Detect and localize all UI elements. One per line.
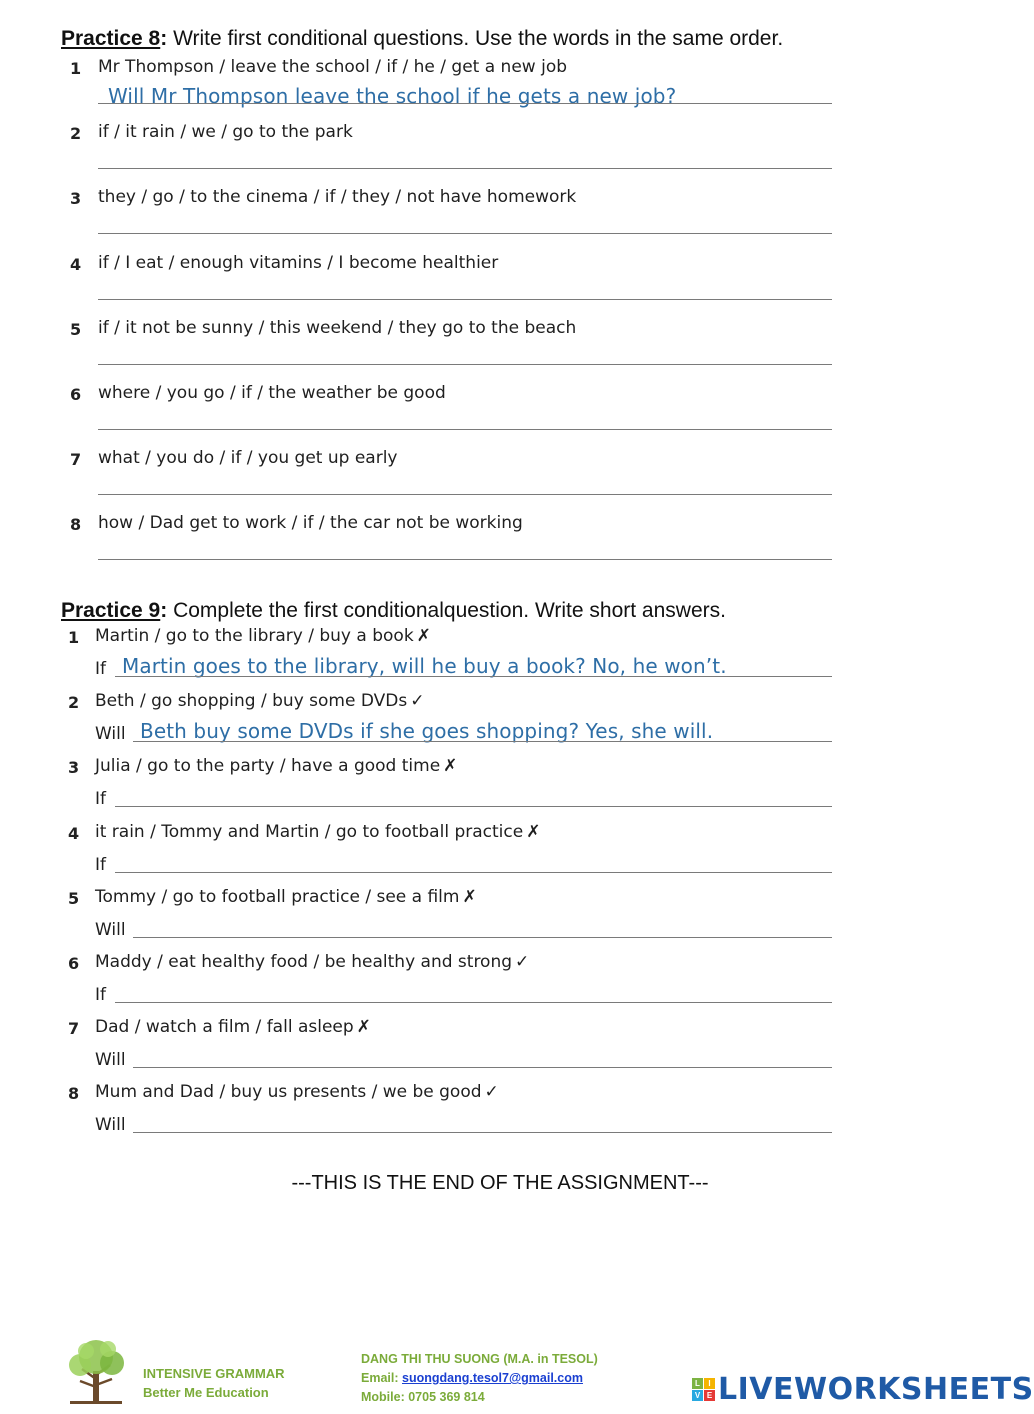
item-prompt: if / it rain / we / go to the park [98,122,353,143]
item-prompt-text: Dad / watch a film / fall asleep [95,1017,354,1038]
answer-stem: If [95,659,106,679]
answer-stem: If [95,789,106,810]
footer-email-label: Email: [361,1371,402,1385]
cross-mark-icon: ✗ [356,1017,371,1038]
practice8-heading [61,27,783,51]
cross-mark-icon: ✗ [443,756,458,777]
answer-line [133,1132,832,1133]
item-prompt: where / you go / if / the weather be good [98,383,446,403]
end-of-assignment-note: ---THIS IS THE END OF THE ASSIGNMENT--- [291,1172,709,1194]
item-prompt-text: Julia / go to the party / have a good time [95,756,441,777]
item-number: 7 [70,450,82,470]
item-number: 3 [70,189,82,209]
answer-stem: Will [95,919,126,940]
item-prompt [95,887,477,907]
answer-line [98,103,832,104]
footer-contact [361,1350,598,1407]
footer-email-link[interactable]: suongdang.tesol7@gmail.com [402,1371,583,1385]
item-prompt: how / Dad get to work / if / the car not be working [98,513,523,534]
brand-block: I [704,1378,715,1389]
answer-line [98,233,832,234]
item-prompt: if / I eat / enough vitamins / I become healthier [98,252,499,273]
item-prompt [95,626,431,646]
answer-line [115,872,832,873]
item-prompt [95,952,529,972]
answer-line [98,429,832,430]
item-prompt: they / go / to the cinema / if / they / not have homework [98,187,577,208]
item-prompt: what / you do / if / you get up early [98,448,398,469]
item-prompt-text: Maddy / eat healthy food / be healthy and strong [95,952,513,972]
practice9-heading [61,599,726,623]
answer-line [133,741,832,742]
liveworksheets-brand: LIVEWORKSHEETS [718,1372,1034,1407]
item-number: 8 [68,1084,80,1104]
item-prompt-text: Martin / go to the library / buy a book [95,626,414,646]
check-mark-icon: ✓ [515,952,530,972]
answer-stem: If [95,985,106,1005]
footer-author: DANG THI THU SUONG (M.A. in TESOL) [361,1352,598,1366]
item-number: 5 [70,319,82,339]
practice8-instruction: Write first conditional questions. Use the words in the same order. [167,27,784,50]
check-mark-icon: ✓ [410,691,425,712]
answer-text[interactable]: Will Mr Thompson leave the school if he gets a new job? [108,84,677,108]
item-prompt-text: Mum and Dad / buy us presents / we be good [95,1082,482,1103]
liveworksheets-blocks-icon [692,1378,715,1401]
answer-line [98,168,832,169]
answer-line [133,937,832,938]
practice9-title: Practice 9 [61,599,161,622]
item-prompt: if / it not be sunny / this weekend / they go to the beach [98,317,577,338]
practice9-colon: : [160,599,168,622]
answer-line [133,1067,832,1068]
item-prompt [95,822,540,842]
footer-org-line2: Better Me Education [143,1385,269,1400]
tree-logo-icon [60,1335,132,1407]
liveworksheets-logo [692,1372,1034,1407]
item-number: 3 [68,758,80,778]
item-number: 6 [70,385,82,404]
footer-org [60,1335,285,1412]
item-prompt [95,691,424,711]
item-prompt [95,1082,499,1102]
item-number: 1 [68,628,80,647]
answer-text[interactable]: Martin goes to the library, will he buy a book? No, he won’t. [122,654,727,678]
item-number: 1 [70,59,82,78]
footer-org-line1: INTENSIVE GRAMMAR [143,1366,285,1381]
practice8-colon: : [160,27,168,50]
item-number: 5 [68,888,80,908]
answer-line [115,806,832,807]
item-prompt: Mr Thompson / leave the school / if / he / get a new job [98,57,568,77]
practice9-instruction: Complete the first conditionalquestion. Write short answers. [167,599,726,622]
answer-line [115,1002,832,1003]
cross-mark-icon: ✗ [526,821,541,842]
answer-text[interactable]: Beth buy some DVDs if she goes shopping? Yes, she will. [140,719,714,744]
item-prompt-text: Beth / go shopping / buy some DVDs [95,691,408,712]
item-number: 2 [70,124,82,144]
answer-line [98,364,832,365]
item-number: 8 [70,515,82,535]
item-number: 4 [70,254,82,274]
brand-block: L [692,1378,703,1389]
cross-mark-icon: ✗ [462,886,477,907]
cross-mark-icon: ✗ [416,626,431,646]
check-mark-icon: ✓ [484,1082,499,1103]
answer-line [98,494,832,495]
item-number: 7 [68,1019,80,1039]
item-number: 2 [68,693,80,713]
answer-stem: Will [95,1115,126,1136]
item-prompt [95,1017,371,1037]
item-number: 6 [68,954,80,973]
brand-block: V [692,1390,703,1401]
answer-line [98,559,832,560]
brand-block: E [704,1390,715,1401]
answer-stem: Will [95,724,126,745]
item-prompt [95,756,457,776]
answer-stem: Will [95,1050,126,1071]
practice8-title: Practice 8 [61,27,161,50]
item-prompt-text: it rain / Tommy and Martin / go to football practice [95,821,524,842]
footer-mobile: Mobile: 0705 369 814 [361,1390,485,1404]
answer-line [115,676,832,677]
item-prompt-text: Tommy / go to football practice / see a film [95,886,460,907]
item-number: 4 [68,823,80,843]
answer-stem: If [95,854,106,875]
answer-line [98,299,832,300]
